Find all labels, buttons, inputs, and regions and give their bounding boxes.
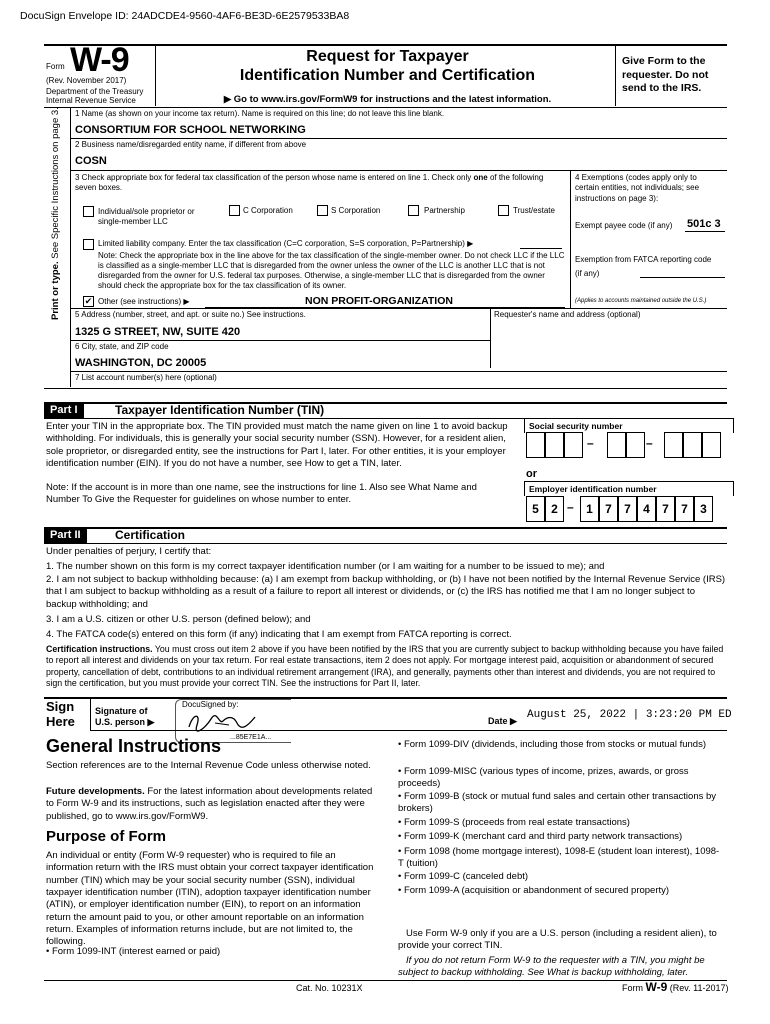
ssn-label: Social security number: [524, 418, 734, 433]
form-type-bullet: • Form 1099-MISC (various types of income, prizes, awards, or gross proceeds): [398, 766, 689, 790]
cert-item4: 4. The FATCA code(s) entered on this form (if any) indicating that I am exempt from FATCA reporting is correct.: [46, 629, 512, 640]
ein-digit-box[interactable]: 5: [526, 496, 545, 522]
opt-other: Other (see instructions) ▶: [98, 297, 190, 306]
line6-city-field[interactable]: WASHINGTON, DC 20005: [75, 357, 207, 369]
ein-digit-box[interactable]: 4: [637, 496, 656, 522]
line2-label: 2 Business name/disregarded entity name, if different from above: [75, 140, 307, 149]
form-type-bullet: • Form 1099-S (proceeds from real estate transactions): [398, 817, 630, 828]
llc-note: Note: Check the appropriate box in the line above for the tax classification of the single-member owner. Do not check LLC if the LLC is classified as a single-member LLC that is disregarded from the owner unless the owner of the LLC is another LLC that is not disregarded from the owner for U.S. federal tax purposes. Otherwise, a single-member LLC that is disregarded from the owner should check the appropriate box for the tax classification of its owner.: [98, 251, 565, 290]
line4-label: 4 Exemptions (codes apply only to certain entities, not individuals; see instructions on page 3):: [575, 173, 700, 203]
ein-label: Employer identification number: [524, 481, 734, 496]
ssn-digit-box[interactable]: [664, 432, 683, 458]
applies-note: (Applies to accounts maintained outside the U.S.): [575, 298, 707, 304]
line1-name-field[interactable]: CONSORTIUM FOR SCHOOL NETWORKING: [75, 124, 306, 136]
opt-llc: Limited liability company. Enter the tax classification (C=C corporation, S=S corporation, P=Partnership) ▶: [98, 239, 474, 248]
opt-ccorp: C Corporation: [243, 206, 293, 215]
ssn-digit-box[interactable]: [702, 432, 721, 458]
ssn-dash: –: [646, 436, 653, 450]
sig-label: Signature of U.S. person ▶: [95, 706, 155, 727]
ein-digit-box[interactable]: 7: [618, 496, 637, 522]
sign-here: Sign Here: [46, 699, 75, 729]
part1-title: Taxpayer Identification Number (TIN): [115, 403, 325, 417]
form-type-bullet: • Form 1099-B (stock or mutual fund sales and certain other transactions by brokers): [398, 791, 717, 815]
ein-digit-box[interactable]: 7: [675, 496, 694, 522]
date-field[interactable]: August 25, 2022 | 3:23:20 PM ED: [527, 709, 732, 721]
general-title: General Instructions: [46, 736, 222, 756]
backup-italic-text: If you do not return Form W-9 to the requester with a TIN, you might be subject to backup withholding. See What is backup withholding, later.: [398, 955, 705, 979]
use-w9-text: Use Form W-9 only if you are a U.S. person (including a resident alien), to provide your correct TIN.: [398, 928, 717, 952]
form-type-bullet: • Form 1099-C (canceled debt): [398, 871, 529, 882]
side-print-type: Print or type.: [50, 261, 61, 320]
exempt-payee-label: Exempt payee code (if any): [575, 221, 673, 230]
form-word: Form: [46, 62, 65, 71]
title-line2: Identification Number and Certification: [239, 67, 536, 84]
ein-digit-box[interactable]: 1: [580, 496, 599, 522]
ein-digit-box[interactable]: 3: [694, 496, 713, 522]
checkbox-partnership[interactable]: [408, 205, 419, 216]
date-label: Date ▶: [488, 716, 517, 726]
checkbox-individual[interactable]: [83, 206, 94, 217]
line1-label: 1 Name (as shown on your income tax return). Name is required on this line; do not leave this line blank.: [75, 109, 445, 118]
cat-number: Cat. No. 10231X: [296, 983, 363, 993]
ein-digit-box[interactable]: 2: [545, 496, 564, 522]
line3-label: 3 Check appropriate box for federal tax classification of the person whose name is entered on line 1. Check only one of the following seven boxes.: [75, 173, 544, 193]
checkbox-trust[interactable]: [498, 205, 509, 216]
requester-label: Requester's name and address (optional): [494, 310, 641, 319]
checkbox-ccorp[interactable]: [229, 205, 240, 216]
part1-note: Note: If the account is in more than one name, see the instructions for line 1. Also see What Name and Number To Give the Requester for guidelines on whose number to enter.: [46, 482, 477, 506]
exempt-payee-field[interactable]: 501c 3: [687, 218, 721, 230]
side-see-specific: See Specific Instructions on page 3.: [50, 107, 61, 259]
irs-label: Internal Revenue Service: [46, 96, 136, 105]
line2-business-field[interactable]: COSN: [75, 155, 107, 167]
ssn-dash: –: [587, 436, 594, 450]
opt-individual: Individual/sole proprietor or single-member LLC: [98, 207, 195, 226]
checkbox-scorp[interactable]: [317, 205, 328, 216]
form-type-bullet: • Form 1098 (home mortgage interest), 1098-E (student loan interest), 1098-T (tuition): [398, 846, 720, 870]
ein-dash: –: [567, 500, 574, 514]
footer-form: Form W-9 (Rev. 11-2017): [622, 980, 729, 994]
give-form-note: Give Form to the requester. Do not send to the IRS.: [622, 55, 709, 95]
line5-address-field[interactable]: 1325 G STREET, NW, SUITE 420: [75, 326, 241, 338]
form-type-bullet: • Form 1099-K (merchant card and third party network transactions): [398, 831, 683, 842]
future-developments: Future developments. For the latest information about developments related to Form W-9 and its instructions, such as legislation enacted after they were published, go to www.irs.gov/FormW9.: [46, 786, 373, 822]
other-value-field[interactable]: NON PROFIT-ORGANIZATION: [305, 295, 453, 307]
ssn-digit-box[interactable]: [683, 432, 702, 458]
ssn-digit-box[interactable]: [545, 432, 564, 458]
purpose-text: An individual or entity (Form W-9 requester) who is required to file an information return with the IRS must obtain your correct taxpayer identification number (TIN) which may be your social security number (SSN), individual taxpayer identification number (ITIN), adoption taxpayer identification number (ATIN), or employer identification number (EIN), to report on an information return the amount paid to you, or other amount reportable on an information return. Examples of information returns include, but are not limited to, the following.: [46, 850, 374, 948]
opt-partnership: Partnership: [424, 206, 465, 215]
cert-item1: 1. The number shown on this form is my correct taxpayer identification number (or I am waiting for a number to be issued to me); and: [46, 561, 605, 572]
line6-label: 6 City, state, and ZIP code: [75, 342, 169, 351]
part2-title: Certification: [115, 528, 186, 542]
checkbox-llc[interactable]: [83, 239, 94, 250]
ssn-digit-box[interactable]: [626, 432, 645, 458]
form-name: W-9: [70, 41, 129, 79]
form-rev: (Rev. November 2017): [46, 76, 127, 85]
part2-tag: Part II: [44, 528, 87, 543]
ssn-digit-box[interactable]: [607, 432, 626, 458]
department: Department of the Treasury: [46, 87, 144, 96]
form-type-bullet: • Form 1099-DIV (dividends, including those from stocks or mutual funds): [398, 739, 706, 750]
purpose-title: Purpose of Form: [46, 828, 167, 845]
ein-digit-box[interactable]: 7: [599, 496, 618, 522]
docusigned-by: DocuSigned by:: [182, 700, 239, 709]
part1-text: Enter your TIN in the appropriate box. The TIN provided must match the name given on line 1 to avoid backup withholding. For individuals, this is generally your social security number (SSN). However, for a resident alien, sole proprietor, or disregarded entity, see the instructions for Part I, later. For other entities, it is your employer identification number (EIN). If you do not have a number, see How to get a TIN, later.: [46, 421, 508, 470]
part2-intro: Under penalties of perjury, I certify that:: [46, 546, 212, 557]
ssn-digit-box[interactable]: [564, 432, 583, 458]
ein-digit-box[interactable]: 7: [656, 496, 675, 522]
part1-tag: Part I: [44, 403, 84, 418]
opt-scorp: S Corporation: [331, 206, 381, 215]
sig-id: ...85E7E1A...: [230, 734, 272, 741]
opt-trust: Trust/estate: [513, 206, 555, 215]
form-type-bullet: • Form 1099-A (acquisition or abandonment of secured property): [398, 885, 670, 896]
or-label: or: [526, 468, 537, 480]
cert-item3: 3. I am a U.S. citizen or other U.S. person (defined below); and: [46, 614, 311, 625]
goto-instructions: ▶ Go to www.irs.gov/FormW9 for instructions and the latest information.: [223, 94, 552, 105]
line5-label: 5 Address (number, street, and apt. or suite no.) See instructions.: [75, 310, 306, 319]
envelope-id: DocuSign Envelope ID: 24ADCDE4-9560-4AF6-BE3D-6E2579533BA8: [20, 10, 350, 22]
checkbox-other[interactable]: ✔: [84, 296, 93, 306]
fatca-label: Exemption from FATCA reporting code (if any): [575, 255, 712, 278]
side-label: [50, 107, 62, 320]
general-refs: Section references are to the Internal Revenue Code unless otherwise noted.: [46, 760, 371, 771]
cert-instructions: Certification instructions. You must cross out item 2 above if you have been notified by the IRS that you are currently subject to backup withholding because you have failed to report all interest and dividends on your tax return. For real estate transactions, item 2 does not apply. For mortgage interest paid, acquisition or abandonment of secured property, cancellation of debt, contributions to an individual retirement arrangement (IRA), and generally, payments other than interest and dividends, you are not required to sign the certification, but you must provide your correct TIN. See the instructions for Part II, later.: [46, 644, 724, 688]
ssn-digit-box[interactable]: [526, 432, 545, 458]
title-line1: Request for Taxpayer: [306, 48, 469, 65]
line7-label: 7 List account number(s) here (optional): [75, 373, 217, 382]
bullet-1099-int: • Form 1099-INT (interest earned or paid): [46, 946, 221, 957]
cert-item2: 2. I am not subject to backup withholding because: (a) I am exempt from backup withholding, or (b) I have not been notified by the Internal Revenue Service (IRS) that I am subject to backup withholding as a result of a failure to report all interest or dividends, or (c) the IRS has notified me that I am no longer subject to backup withholding; and: [46, 574, 726, 610]
